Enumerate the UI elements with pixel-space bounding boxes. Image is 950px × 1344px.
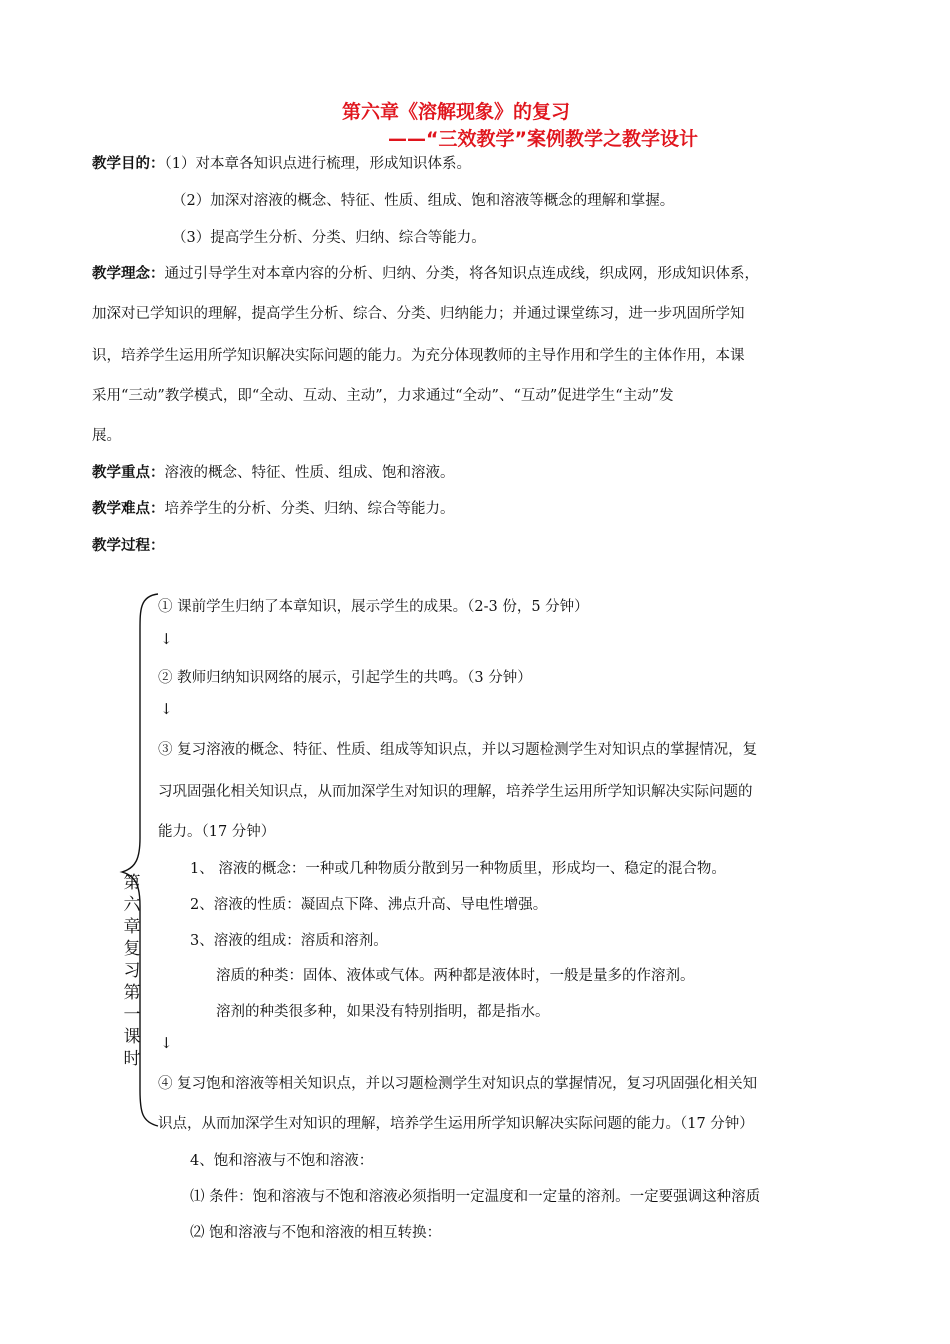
sub-item-4b: ⑵ 饱和溶液与不饱和溶液的相互转换： — [190, 1225, 442, 1241]
title-line-1: 第六章《溶解现象》的复习 — [342, 101, 571, 123]
flow-step-3-line-1: ③ 复习溶液的概念、特征、性质、组成等知识点，并以习题检测学生对知识点的掌握情况，复 — [158, 742, 758, 758]
key-point-label: 教学重点： — [92, 465, 165, 481]
objectives-row — [92, 152, 471, 173]
flow-step-4-line-1: ④ 复习饱和溶液等相关知识点，并以习题检测学生对知识点的掌握情况，复习巩固强化相关知 — [158, 1076, 758, 1092]
objective-2: （2）加深对溶液的概念、特征、性质、组成、饱和溶液等概念的理解和掌握。 — [172, 193, 675, 209]
flow-step-4-line-2: 识点，从而加深学生对知识的理解，培养学生运用所学知识解决实际问题的能力。（17 分钟） — [158, 1116, 754, 1132]
difficulty-label: 教学难点： — [92, 501, 165, 517]
philosophy-line-3: 识，培养学生运用所学知识解决实际问题的能力。为充分体现教师的主导作用和学生的主体作用，本课 — [92, 348, 745, 364]
sub-item-3a: 溶质的种类：固体、液体或气体。两种都是液体时，一般是量多的作溶剂。 — [216, 968, 695, 984]
key-point-text: 溶液的概念、特征、性质、组成、饱和溶液。 — [164, 465, 455, 481]
philosophy-line-5: 展。 — [92, 428, 121, 444]
sub-item-3b: 溶剂的种类很多种，如果没有特别指明，都是指水。 — [216, 1004, 550, 1020]
flow-step-2: ② 教师归纳知识网络的展示，引起学生的共鸣。（3 分钟） — [158, 670, 532, 686]
key-point-row — [92, 461, 455, 482]
side-label: 第六章复习 第一课时 — [123, 873, 141, 1069]
down-arrow-icon: ↓ — [160, 1034, 173, 1052]
title-line-2: ——“三效教学”案例教学之教学设计 — [388, 128, 698, 150]
down-arrow-icon: ↓ — [160, 630, 173, 648]
philosophy-row-1 — [92, 262, 759, 283]
flow-step-3-line-3: 能力。（17 分钟） — [158, 824, 276, 840]
flow-step-1: ① 课前学生归纳了本章知识，展示学生的成果。（2-3 份，5 分钟） — [158, 599, 589, 615]
philosophy-line-1: 通过引导学生对本章内容的分析、归纳、分类，将各知识点连成线，织成网，形成知识体系， — [164, 266, 759, 282]
philosophy-label: 教学理念： — [92, 266, 165, 282]
sub-item-4: 4、饱和溶液与不饱和溶液： — [190, 1153, 374, 1169]
down-arrow-icon: ↓ — [160, 700, 173, 718]
sub-item-2: 2、溶液的性质：凝固点下降、沸点升高、导电性增强。 — [190, 897, 548, 913]
sub-item-1: 1、 溶液的概念：一种或几种物质分散到另一种物质里，形成均一、稳定的混合物。 — [190, 861, 726, 877]
philosophy-line-2: 加深对已学知识的理解，提高学生分析、综合、分类、归纳能力；并通过课堂练习，进一步巩固所学知 — [92, 306, 745, 322]
sub-item-4a: ⑴ 条件：饱和溶液与不饱和溶液必须指明一定温度和一定量的溶剂。一定要强调这种溶质 — [190, 1189, 761, 1205]
difficulty-row — [92, 497, 455, 518]
process-label: 教学过程： — [92, 538, 165, 554]
flow-step-3-line-2: 习巩固强化相关知识点，从而加深学生对知识的理解，培养学生运用所学知识解决实际问题的 — [158, 784, 753, 800]
sub-item-3: 3、溶液的组成：溶质和溶剂。 — [190, 933, 388, 949]
difficulty-text: 培养学生的分析、分类、归纳、综合等能力。 — [164, 501, 455, 517]
objective-3: （3）提高学生分析、分类、归纳、综合等能力。 — [172, 230, 486, 246]
objectives-label: 教学目的： — [92, 156, 165, 172]
philosophy-line-4: 采用“三动”教学模式，即“全动、互动、主动”，力求通过“全动”、“互动”促进学生“主动”发 — [92, 388, 674, 404]
objective-1: （1）对本章各知识点进行梳理，形成知识体系。 — [164, 156, 471, 172]
